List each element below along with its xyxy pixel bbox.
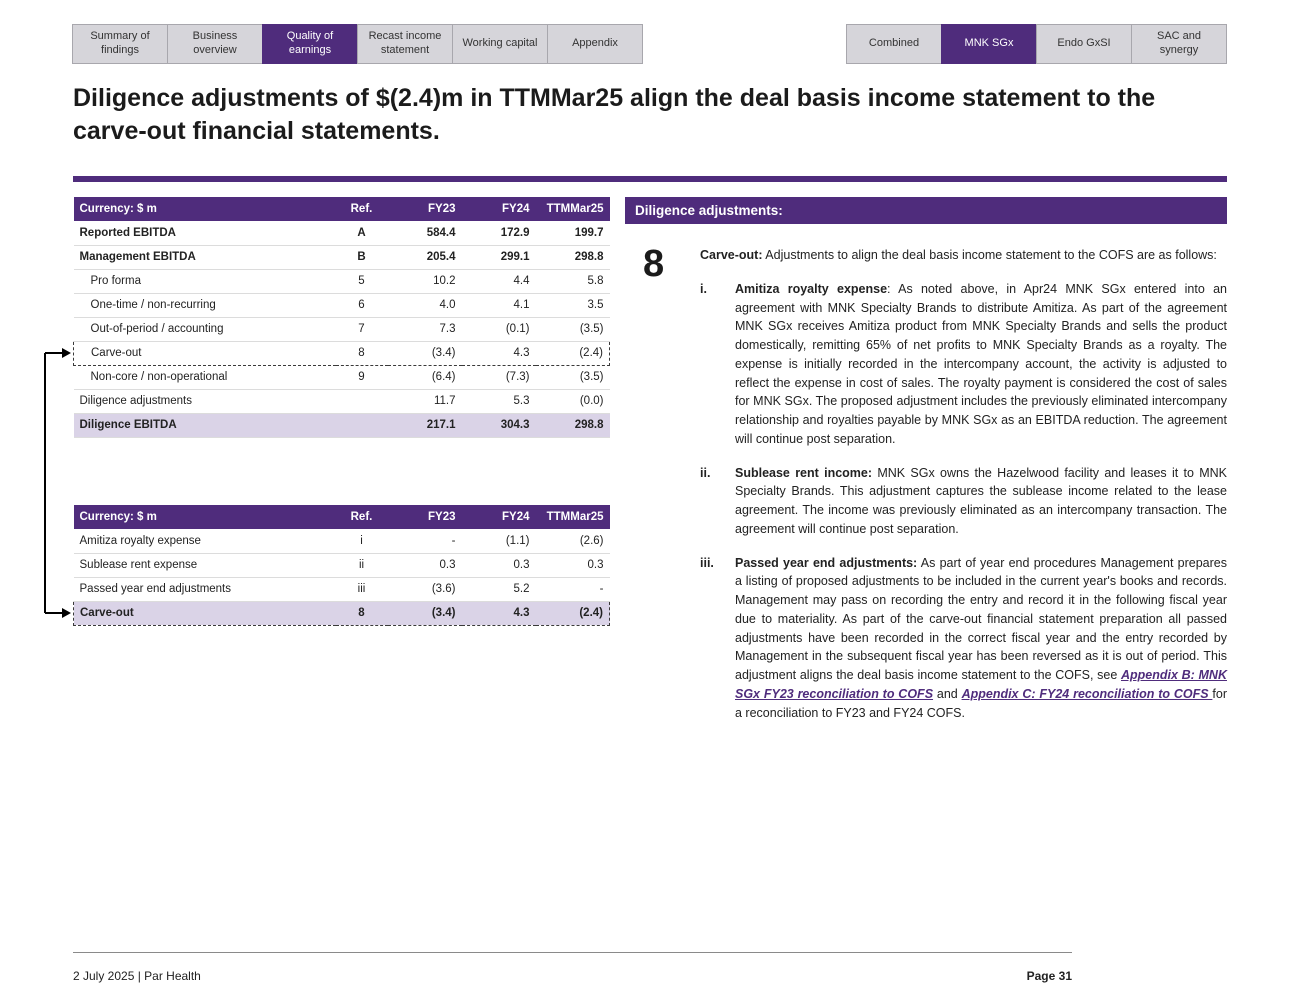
footer-divider: [73, 952, 1072, 953]
column-header-currency: Currency: $ m: [74, 505, 336, 529]
table-cell: 6: [336, 293, 388, 317]
panel-content: [700, 246, 1227, 737]
panel-header: Diligence adjustments:: [625, 197, 1227, 224]
table-cell: 5.3: [462, 389, 536, 413]
table-cell: 298.8: [536, 413, 610, 437]
tab-label: Quality of earnings: [286, 30, 334, 56]
column-header-fy23: FY23: [388, 505, 462, 529]
table-cell: A: [336, 221, 388, 245]
table-cell: (3.4): [388, 341, 462, 365]
item-lead: Amitiza royalty expense: [735, 281, 888, 296]
tab-label: Summary of findings: [90, 30, 150, 56]
tab-label: Endo GxSI: [1057, 37, 1111, 50]
tab-appendix[interactable]: [547, 24, 643, 64]
panel-item-iii: [700, 554, 1227, 723]
ebitda-adjustments-table: [73, 197, 610, 438]
table-cell: 4.4: [462, 269, 536, 293]
table-cell: 0.3: [388, 553, 462, 577]
table-cell: 4.1: [462, 293, 536, 317]
table-cell: 5.2: [462, 577, 536, 601]
table-cell: 5: [336, 269, 388, 293]
table-cell: (6.4): [388, 365, 462, 389]
table-cell: Out-of-period / accounting: [74, 317, 336, 341]
appendix-b-link[interactable]: Appendix B: MNK SGx FY23 reconciliation to COFS: [735, 668, 1227, 701]
table-cell: 11.7: [388, 389, 462, 413]
page-number: Page 31: [1026, 969, 1072, 983]
tab-label: SAC and synergy: [1156, 30, 1202, 56]
table-cell: -: [388, 529, 462, 553]
table-cell: 7: [336, 317, 388, 341]
table-cell: 199.7: [536, 221, 610, 245]
table-cell: Sublease rent expense: [74, 553, 336, 577]
diligence-adjustments-panel: [625, 197, 1227, 737]
item-text: [735, 280, 1227, 449]
table-row: [74, 365, 610, 389]
tab-label: Working capital: [462, 37, 538, 50]
table-cell: Management EBITDA: [74, 245, 336, 269]
table-row: [74, 601, 610, 625]
intro-text: Adjustments to align the deal basis income statement to the COFS are as follows:: [762, 248, 1217, 262]
table-cell: 3.5: [536, 293, 610, 317]
table-cell: 9: [336, 365, 388, 389]
item-numeral: ii.: [700, 465, 711, 480]
column-header-ttmmar25: TTMMar25: [536, 197, 610, 221]
table-cell: B: [336, 245, 388, 269]
table-cell: 7.3: [388, 317, 462, 341]
tab-business-overview[interactable]: [167, 24, 263, 64]
footer-date-brand: 2 July 2025 | Par Health: [73, 969, 201, 983]
table-row: [74, 413, 610, 437]
table-row: [74, 529, 610, 553]
table-cell: 4.3: [462, 601, 536, 625]
table-cell: iii: [336, 577, 388, 601]
table-header-row: [74, 505, 610, 529]
table-cell: 4.3: [462, 341, 536, 365]
tab-label: MNK SGx: [964, 37, 1014, 50]
table-row: [74, 553, 610, 577]
entity-tab-bar: [847, 24, 1227, 64]
table-cell: Non-core / non-operational: [74, 365, 336, 389]
table-row: [74, 341, 610, 365]
carve-out-detail-table: [73, 505, 610, 626]
table-cell: Passed year end adjustments: [74, 577, 336, 601]
table-cell: (3.4): [388, 601, 462, 625]
item-body: for a reconciliation to FY23 and FY24 COFS.: [735, 686, 1227, 720]
panel-item-i: [700, 280, 1227, 449]
tab-summary-of-findings[interactable]: [72, 24, 168, 64]
page-title: Diligence adjustments of $(2.4)m in TTMMar25 align the deal basis income statement to the carve-out financial statements.: [73, 84, 1156, 146]
table-row: [74, 269, 610, 293]
table-cell: Diligence EBITDA: [74, 413, 336, 437]
panel-item-ii: [700, 464, 1227, 539]
item-numeral: i.: [700, 281, 707, 296]
table-cell: 0.3: [536, 553, 610, 577]
table-cell: 172.9: [462, 221, 536, 245]
tab-endo-gxsi[interactable]: [1036, 24, 1132, 64]
item-body: MNK SGx owns the Hazelwood facility and leases it to MNK Specialty Brands. This adjustment captures the sublease income related to the lease agreement. The income was previously eliminated as an intercompany transaction. The agreement will continue post separation.: [735, 465, 1227, 536]
appendix-c-link[interactable]: Appendix C: FY24 reconciliation to COFS: [961, 686, 1213, 701]
table-row: [74, 245, 610, 269]
tab-mnk-sgx[interactable]: [941, 24, 1037, 64]
table-row: [74, 577, 610, 601]
table-header-row: [74, 197, 610, 221]
table-cell: (0.1): [462, 317, 536, 341]
item-lead: Sublease rent income:: [735, 465, 873, 480]
table-cell: (2.6): [536, 529, 610, 553]
table-cell: 217.1: [388, 413, 462, 437]
title-rule: [73, 176, 1227, 182]
column-header-ref: Ref.: [336, 505, 388, 529]
item-body: and: [933, 686, 962, 701]
table-cell: (7.3): [462, 365, 536, 389]
table-cell: (2.4): [536, 601, 610, 625]
table-cell: ii: [336, 553, 388, 577]
item-body: As part of year end procedures Management prepares a listing of proposed adjustments to be included in the current year's books and records. Management may pass on recording the entry and record it in the following fiscal year due to materiality. As part of the carve-out financial statement preparation all passed adjustments have been recorded in the correct fiscal year and the entry recorded by Management in the subsequent fiscal year has been reversed as it is out of period. This adjustment aligns the deal basis income statement to the COFS, see: [735, 555, 1227, 682]
tab-combined[interactable]: [846, 24, 942, 64]
column-header-ref: Ref.: [336, 197, 388, 221]
carve-out-intro: [700, 246, 1227, 265]
item-text: [735, 464, 1227, 539]
carve-out-connector-arrow: [38, 344, 74, 624]
table-cell: 299.1: [462, 245, 536, 269]
table-cell: 584.4: [388, 221, 462, 245]
table-cell: 5.8: [536, 269, 610, 293]
table-row: [74, 389, 610, 413]
table-cell: (3.5): [536, 317, 610, 341]
table-cell: (0.0): [536, 389, 610, 413]
item-body: : As noted above, in Apr24 MNK SGx entered into an agreement with MNK Specialty Brands to distribute Amitiza. As part of the agreement MNK SGx receives Amitiza product from MNK Specialty Brands and sells the product domestically, remitting 65% of net profits to MNK Specialty Brands as a royalty. The expense is initially recorded in the intercompany account, the activity is adjusted to reflect the expense in cost of sales. The royalty payment is considered the cost of sales for MNK SGx. The proposed adjustment includes the previously eliminated intercompany relationship and royalties payable by MNK SGx as an EBITDA reduction. The agreement will continue post separation.: [735, 281, 1227, 446]
table-cell: 8: [336, 341, 388, 365]
table-cell: (3.5): [536, 365, 610, 389]
table-cell: [336, 389, 388, 413]
tab-working-capital[interactable]: [452, 24, 548, 64]
column-header-fy24: FY24: [462, 505, 536, 529]
table-cell: Diligence adjustments: [74, 389, 336, 413]
table-row: [74, 317, 610, 341]
table-row: [74, 293, 610, 317]
table-cell: (2.4): [536, 341, 610, 365]
table-cell: Pro forma: [74, 269, 336, 293]
table-cell: 8: [336, 601, 388, 625]
tab-recast-income-statement[interactable]: [357, 24, 453, 64]
table-cell: (1.1): [462, 529, 536, 553]
table-cell: Carve-out: [74, 601, 336, 625]
section-tab-bar: [73, 24, 643, 64]
table-row: [74, 221, 610, 245]
column-header-fy23: FY23: [388, 197, 462, 221]
table-cell: 0.3: [462, 553, 536, 577]
table-cell: (3.6): [388, 577, 462, 601]
table-cell: 304.3: [462, 413, 536, 437]
tab-label: Business overview: [192, 30, 238, 56]
table-cell: One-time / non-recurring: [74, 293, 336, 317]
tab-quality-of-earnings[interactable]: [262, 24, 358, 64]
item-numeral: iii.: [700, 555, 714, 570]
point-number: 8: [643, 243, 665, 285]
intro-lead: Carve-out:: [700, 248, 763, 262]
table-cell: Carve-out: [74, 341, 336, 365]
column-header-currency: Currency: $ m: [74, 197, 336, 221]
column-header-fy24: FY24: [462, 197, 536, 221]
table-cell: -: [536, 577, 610, 601]
table-cell: Amitiza royalty expense: [74, 529, 336, 553]
table-cell: 205.4: [388, 245, 462, 269]
item-text: [735, 554, 1227, 723]
tab-sac-and-synergy[interactable]: [1131, 24, 1227, 64]
table-cell: 10.2: [388, 269, 462, 293]
table-cell: 4.0: [388, 293, 462, 317]
tab-label: Combined: [868, 37, 920, 50]
tab-label: Appendix: [572, 37, 618, 50]
table-cell: 298.8: [536, 245, 610, 269]
table-cell: [336, 413, 388, 437]
item-lead: Passed year end adjustments:: [735, 555, 918, 570]
column-header-ttmmar25: TTMMar25: [536, 505, 610, 529]
table-cell: i: [336, 529, 388, 553]
table-cell: Reported EBITDA: [74, 221, 336, 245]
tab-label: Recast income statement: [368, 30, 442, 56]
